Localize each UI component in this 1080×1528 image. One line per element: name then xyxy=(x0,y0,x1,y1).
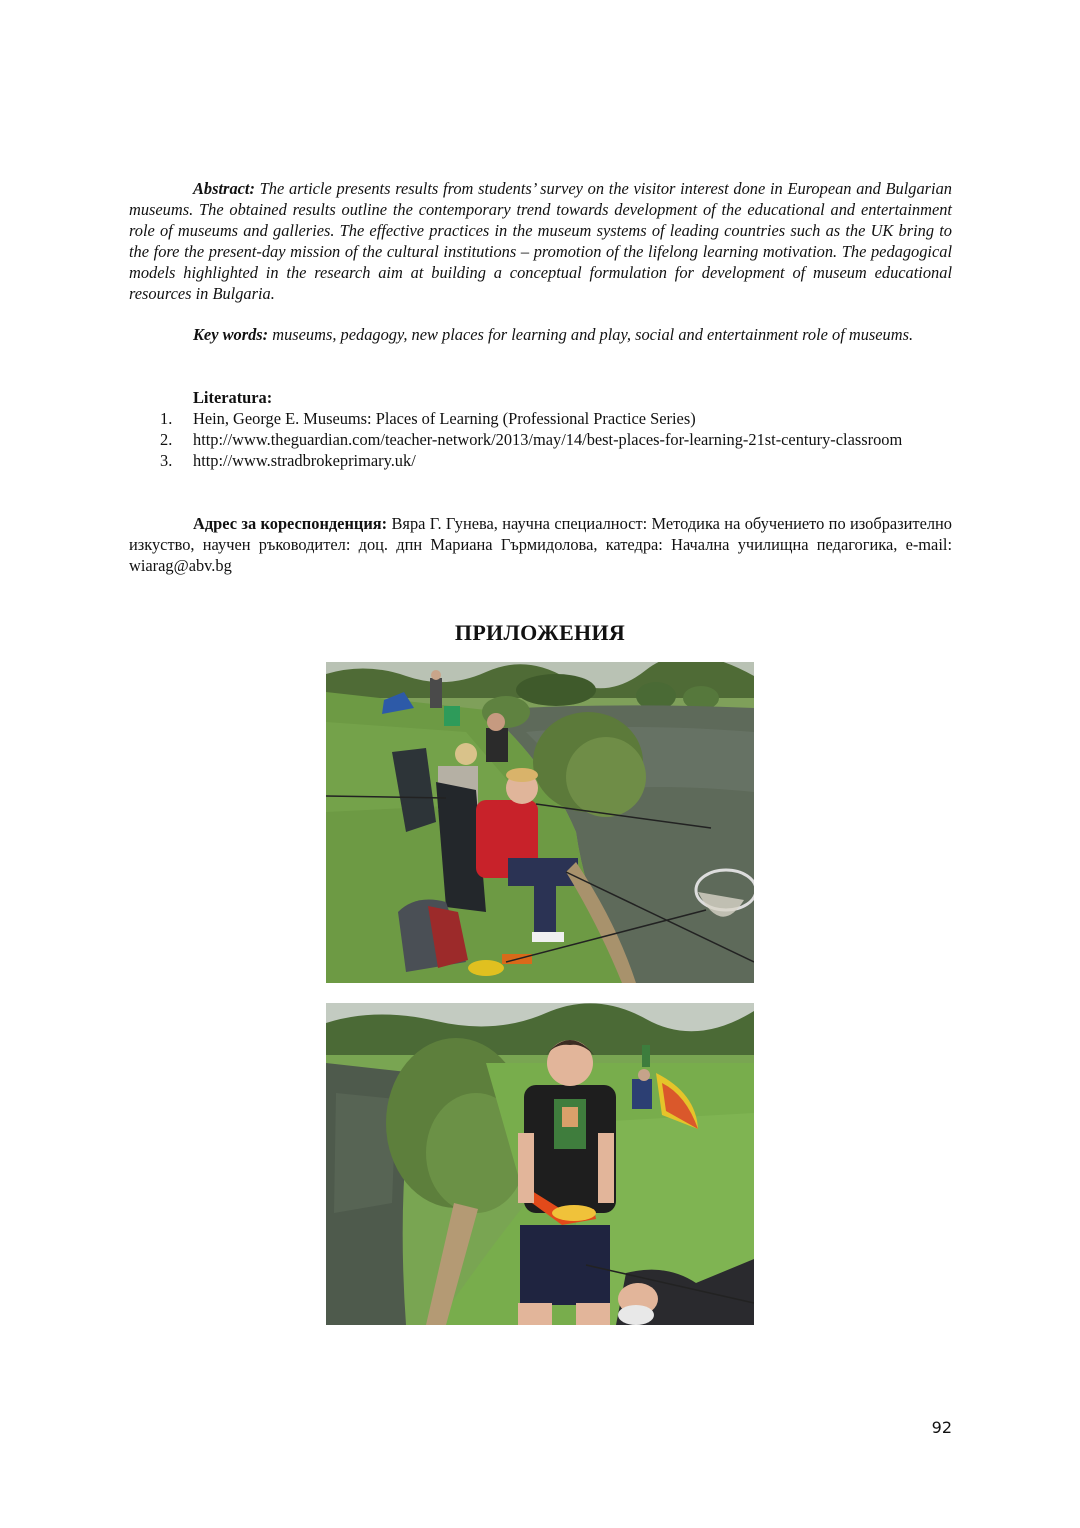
reference-text: Hein, George E. Museums: Places of Learning (Professional Practice Series) xyxy=(193,409,696,428)
correspondence-paragraph xyxy=(129,513,952,576)
reference-link[interactable]: http://www.theguardian.com/teacher-network/2013/may/14/best-places-for-learning-21st-century-classroom xyxy=(193,430,903,449)
correspondence-text: Вяра Г. Гунева, научна специалност: Методика на обучението по изобразително изкуство, научен ръководител: доц. дпн Мариана Гърмидолова, катедра: Начална училищна педагогика, e-mail: wiarag@abv.bg xyxy=(129,514,952,575)
abstract-label: Abstract: xyxy=(193,179,255,198)
reference-link[interactable]: http://www.stradbrokeprimary.uk/ xyxy=(193,451,416,470)
photo-boy-holding-fish xyxy=(326,1003,754,1325)
keywords-label: Key words: xyxy=(193,325,269,344)
keywords-text: museums, pedagogy, new places for learning and play, social and entertainment role of museums. xyxy=(272,325,914,344)
reference-item xyxy=(160,408,920,429)
correspondence-label: Адрес за кореспонденция: xyxy=(193,514,388,533)
reference-number: 2. xyxy=(160,430,173,449)
page-number: 92 xyxy=(931,1418,952,1437)
abstract-text: The article presents results from students’ survey on the visitor interest done in European and Bulgarian museums. The obtained results outline the contemporary trend towards development of the educational and entertainment role of museums and galleries. The effective practices in the museum systems of leading countries such as the UK bring to the fore the present-day mission of the cultural institutions – promotion of the lifelong learning motivation. The pedagogical models highlighted in the research aim at building a conceptual formulation for development of museum educational resources in Bulgaria. xyxy=(129,179,952,303)
reference-item xyxy=(160,429,920,450)
abstract-paragraph xyxy=(129,178,952,304)
keywords-paragraph xyxy=(129,324,952,345)
photo-fishing-pond-group xyxy=(326,662,754,983)
reference-number: 1. xyxy=(160,409,173,428)
reference-item xyxy=(160,450,920,471)
reference-list xyxy=(160,408,920,471)
literature-title: Literatura: xyxy=(193,388,273,407)
appendix-title: ПРИЛОЖЕНИЯ xyxy=(454,620,626,645)
reference-number: 3. xyxy=(160,451,173,470)
